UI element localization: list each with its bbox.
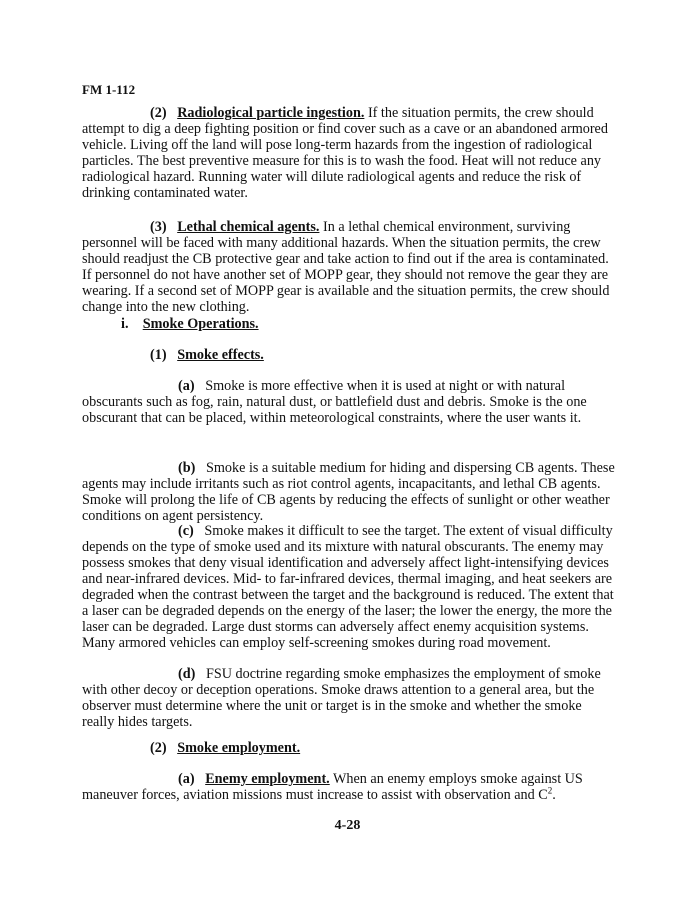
paragraph-number: (c): [178, 523, 194, 539]
paragraph-radiological-ingestion: [82, 105, 617, 201]
paragraph-title: Enemy employment.: [205, 771, 330, 787]
section-title: Smoke Operations.: [142, 316, 259, 332]
paragraph-number: (b): [178, 460, 196, 476]
section-heading-smoke-operations: [121, 316, 259, 332]
document-id: FM 1-112: [82, 82, 136, 97]
subsection-number: (2): [150, 740, 167, 756]
paragraph-text: Smoke is a suitable medium for hiding and dispersing CB agents. These agents may include irritants such as riot control agents, incapacitants, and lethal CB agents. Smoke will prolong the life of CB agents by reducing the effects of sunlight or other weather conditions on agent persistency.: [82, 460, 615, 524]
paragraph-text: Smoke makes it difficult to see the target. The extent of visual difficulty depends on the type of smoke used and its mixture with natural obscurants. The enemy may possess smokes that deny visual identification and adversely affect light-intensifying devices and near-infrared devices. Mid- to far-infrared devices, thermal imaging, and heat seekers are degraded when the contrast between the target and the background is reduced. The extent that a laser can be degraded depends on the energy of the laser; the lower the energy, the more the laser can be degraded. Large dust storms can adversely affect enemy acquisition systems. Many armored vehicles can employ self-screening smokes during road movement.: [82, 523, 614, 651]
paragraph-smoke-effects-a: [82, 378, 617, 426]
paragraph-text: If the situation permits, the crew should attempt to dig a deep fighting position or find cover such as a cave or an abandoned armored vehicle. Living off the land will pose long-term hazards from the ingestion of radiological particles. The best preventive measure for this is to wash the food. Heat will not reduce any radiological hazard. Running water will dilute radiological agents and reduce the risk of drinking contaminated water.: [82, 105, 608, 201]
paragraph-title: Lethal chemical agents.: [177, 219, 320, 235]
subsection-heading-smoke-employment: [150, 740, 300, 756]
paragraph-text: FSU doctrine regarding smoke emphasizes the employment of smoke with other decoy or deception operations. Smoke draws attention to a general area, but the observer must determine where the unit or target is in the smoke and whether the smoke really hides targets.: [82, 666, 601, 730]
paragraph-smoke-effects-d: [82, 666, 617, 730]
paragraph-text: When an enemy employs smoke against US maneuver forces, aviation missions must increase to assist with observation and C: [82, 771, 583, 803]
subsection-number: (1): [150, 347, 167, 363]
superscript: 2: [547, 785, 553, 796]
paragraph-end: .: [552, 787, 556, 803]
section-letter: i.: [121, 316, 129, 332]
subsection-title: Smoke effects.: [177, 347, 264, 363]
paragraph-smoke-effects-b: [82, 460, 617, 524]
paragraph-number: (a): [178, 378, 195, 394]
paragraph-text: In a lethal chemical environment, surviving personnel will be faced with many additional hazards. When the situation permits, the crew should readjust the CB protective gear and take action to find out if the area is contaminated. If personnel do not have another set of MOPP gear, they should not remove the gear they are wearing. If a second set of MOPP gear is available and the situation permits, the crew should change into the new clothing.: [82, 219, 610, 315]
page-number: 4-28: [334, 818, 361, 833]
paragraph-enemy-employment: [82, 771, 617, 803]
subsection-title: Smoke employment.: [177, 740, 301, 756]
subsection-heading-smoke-effects: [150, 347, 264, 363]
paragraph-lethal-chemical: [82, 219, 617, 315]
paragraph-title: Radiological particle ingestion.: [177, 105, 365, 121]
paragraph-number: (2): [150, 105, 167, 121]
paragraph-number: (a): [178, 771, 195, 787]
paragraph-number: (d): [178, 666, 196, 682]
paragraph-text: Smoke is more effective when it is used at night or with natural obscurants such as fog, rain, natural dust, or battlefield dust and debris. Smoke is the one obscurant that can be placed, within meteorological constraints, where the user wants it.: [82, 378, 587, 426]
paragraph-number: (3): [150, 219, 167, 235]
paragraph-smoke-effects-c: [82, 523, 617, 651]
